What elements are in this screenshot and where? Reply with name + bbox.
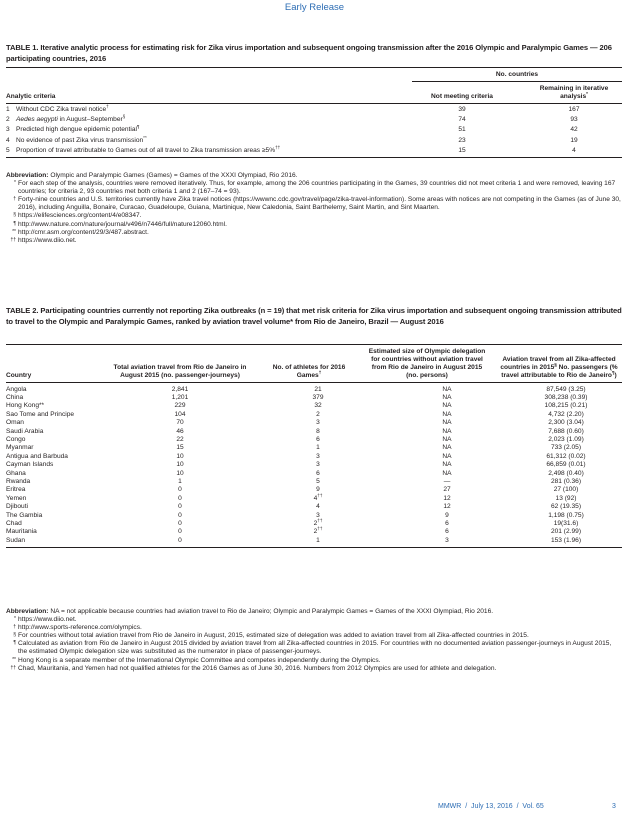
delegation-value: 6 bbox=[445, 528, 449, 536]
country-name: Sao Tome and Principe bbox=[6, 410, 75, 418]
total-travel-value: 2,841 bbox=[171, 385, 189, 393]
athletes-value: 3 bbox=[316, 452, 320, 460]
table2-col-delegation: Estimated size of Olympic delegation for countries without aviation travel from Rio de Janeiro in August 2015 (no. persons) bbox=[368, 348, 486, 380]
delegation-value: 12 bbox=[443, 503, 451, 511]
table1-notes: Abbreviation: Olympic and Paralympic Games (Games) = Games of the XXXI Olympiad, Rio 2016. * For each step of the analysis, countries were removed iteratively. Thus, for example, among the 206 countries participating in the Games, 39 countries did not meet criteria 1 and were removed, leaving 167 countries; for criteria 2, 93 countries met both criteria 1 and 2 (167–74 = 93). † Forty-nine countries and U.S. territories currently have Zika travel notices (https://wwwnc.cdc.gov/travel/page/zika-travel-information). Some areas with notices are not competing in the Games (as of June 30, 2016), including Anguilla, Bonaire, Curacao, Guadeloupe, Guiana, Martinique, New Caledonia, Saint Barthelemy, Saint Martin, and Sint Maarten. § https://elifesciences.org/content/4/e08347. ¶ http://www.nature.com/nature/journal/v496/n7446/full/nature12060.html. ** http://cmr.asm.org/content/29/3/487.abstract. †† https://www.diio.net. bbox=[6, 172, 621, 244]
country-name: Hong Kong** bbox=[6, 402, 45, 410]
country-name: Myanmar bbox=[6, 444, 34, 452]
zika-travel-value: 733 (2.05) bbox=[550, 444, 582, 452]
table2-row bbox=[6, 383, 622, 394]
footnote-text: Calculated as aviation from Rio de Janeiro in August 2015 divided by aviation travel from all Zika-affected countries in 2015. For countries with no documented aviation passenger-journeys in August 2015, the estimated Olympic delegation size was substituted as the numerator in place of passenger-journeys. bbox=[18, 640, 612, 656]
athletes-value: 3 bbox=[316, 419, 320, 427]
total-travel-value: 10 bbox=[176, 461, 184, 469]
criteria-number: 2 bbox=[6, 116, 10, 124]
delegation-value: NA bbox=[442, 402, 452, 410]
athletes-value: 2 bbox=[316, 410, 320, 418]
table2-row bbox=[6, 486, 622, 494]
total-travel-value: 104 bbox=[174, 410, 186, 418]
table1-title: TABLE 1. Iterative analytic process for estimating risk for Zika virus importation and subsequent ongoing transmission after the 2016 Olympic and Paralympic Games — 206 participating countries, 2016 bbox=[6, 43, 612, 63]
delegation-value: NA bbox=[442, 436, 452, 444]
not-meeting-value: 74 bbox=[458, 116, 466, 124]
footnote bbox=[6, 212, 622, 220]
not-meeting-value: 51 bbox=[458, 126, 466, 134]
country-name: China bbox=[6, 394, 24, 402]
delegation-value: NA bbox=[442, 452, 452, 460]
footnote-mark: * bbox=[14, 180, 16, 187]
footnote bbox=[6, 624, 622, 632]
zika-travel-value: 108,215 (0.21) bbox=[544, 402, 588, 410]
zika-travel-value: 2,023 (1.09) bbox=[548, 436, 584, 444]
criteria-text: Without CDC Zika travel notice† bbox=[16, 104, 109, 114]
footnote bbox=[6, 657, 622, 665]
country-name: Sudan bbox=[6, 536, 26, 544]
table2-row bbox=[6, 494, 622, 502]
criteria-number: 3 bbox=[6, 126, 10, 134]
delegation-value: — bbox=[443, 477, 451, 485]
zika-travel-value: 61,312 (0.02) bbox=[546, 452, 586, 460]
total-travel-value: 10 bbox=[176, 469, 184, 477]
zika-travel-value: 87,549 (3.25) bbox=[546, 385, 586, 393]
table2-col-total-travel: Total aviation travel from Rio de Janeiro in August 2015 (no. passenger-journeys) bbox=[113, 364, 247, 380]
athletes-value: 32 bbox=[314, 402, 322, 410]
remaining-value: 42 bbox=[570, 126, 578, 134]
not-meeting-value: 39 bbox=[458, 106, 466, 114]
footnote bbox=[6, 616, 622, 624]
table2-row bbox=[6, 520, 622, 528]
footnote bbox=[6, 196, 622, 212]
footnote-mark: †† bbox=[10, 236, 16, 243]
footnote-mark: § bbox=[13, 632, 16, 639]
delegation-value: NA bbox=[442, 385, 452, 393]
delegation-value: NA bbox=[442, 419, 452, 427]
footnote-text: For countries without total aviation travel from Rio de Janeiro in August, 2015, estimated size of delegation was added to aviation travel from all Zika-affected countries in 2015. bbox=[18, 632, 529, 640]
remaining-value: 4 bbox=[572, 146, 576, 154]
zika-travel-value: 66,859 (0.01) bbox=[546, 461, 586, 469]
table2-col-country: Country bbox=[6, 372, 32, 380]
zika-travel-value: 281 (0.36) bbox=[550, 477, 582, 485]
delegation-value: NA bbox=[442, 444, 452, 452]
table2-row bbox=[6, 528, 622, 536]
country-name: The Gambia bbox=[6, 511, 43, 519]
table1 bbox=[6, 67, 622, 158]
total-travel-value: 229 bbox=[174, 402, 186, 410]
table2-col-athletes: No. of athletes for 2016 Games† bbox=[272, 364, 346, 380]
criteria-text: No evidence of past Zika virus transmission** bbox=[16, 134, 147, 144]
zika-travel-value: 19(31.6) bbox=[553, 519, 579, 527]
zika-travel-value: 4,732 (2.20) bbox=[548, 410, 584, 418]
total-travel-value: 0 bbox=[178, 511, 182, 519]
athletes-value: 1 bbox=[316, 444, 320, 452]
table2-row bbox=[6, 453, 622, 461]
journal-citation: MMWR / July 13, 2016 / Vol. 65 bbox=[438, 803, 544, 810]
country-name: Cayman Islands bbox=[6, 461, 54, 469]
total-travel-value: 22 bbox=[176, 436, 184, 444]
zika-travel-value: 2,498 (0.40) bbox=[548, 469, 584, 477]
footnote-mark: †† bbox=[10, 664, 16, 671]
footnote-text: https://www.diio.net. bbox=[18, 236, 77, 244]
total-travel-value: 0 bbox=[178, 494, 182, 502]
athletes-value: 21 bbox=[314, 385, 322, 393]
footnote bbox=[6, 221, 622, 229]
footnote bbox=[6, 229, 622, 237]
criteria-number: 4 bbox=[6, 136, 10, 144]
delegation-value: NA bbox=[442, 461, 452, 469]
total-travel-value: 1 bbox=[178, 477, 182, 485]
country-name: Eritrea bbox=[6, 486, 26, 494]
table2-row bbox=[6, 436, 622, 444]
footnote-mark: ¶ bbox=[13, 220, 16, 227]
table1-row bbox=[6, 145, 622, 158]
table2-row bbox=[6, 503, 622, 511]
remaining-value: 167 bbox=[568, 106, 580, 114]
footnote-mark: * bbox=[14, 616, 16, 623]
zika-travel-value: 27 (100) bbox=[553, 486, 579, 494]
footnote-text: Hong Kong is a separate member of the International Olympic Committee and competes independently during the Olympics. bbox=[18, 656, 381, 664]
delegation-value: 6 bbox=[445, 519, 449, 527]
footnote-text: Chad, Mauritania, and Yemen had not qualified athletes for the 2016 Games as of June 30, 2016. Numbers from 2012 Olympics are used for athlete and delegation. bbox=[18, 664, 497, 672]
table2-row bbox=[6, 402, 622, 410]
zika-travel-value: 2,300 (3.04) bbox=[548, 419, 584, 427]
zika-travel-value: 201 (2.99) bbox=[550, 528, 582, 536]
country-name: Rwanda bbox=[6, 477, 31, 485]
table1-group-header: No. countries bbox=[412, 68, 622, 82]
delegation-value: NA bbox=[442, 410, 452, 418]
footnote bbox=[6, 237, 622, 245]
footnote-mark: ** bbox=[12, 656, 16, 663]
country-name: Oman bbox=[6, 419, 24, 427]
table1-row bbox=[6, 104, 622, 115]
criteria-number: 5 bbox=[6, 146, 10, 154]
table1-row bbox=[6, 135, 622, 145]
footnote-text: http://cmr.asm.org/content/29/3/487.abstract. bbox=[18, 228, 149, 236]
table2-row bbox=[6, 478, 622, 486]
zika-travel-value: 308,238 (0.39) bbox=[544, 394, 588, 402]
footnote-text: Forty-nine countries and U.S. territories currently have Zika travel notices (https://wwwnc.cdc.gov/travel/page/zika-travel-information). Some areas with notices are not competing in the Games (as of June 30, 2016), including Anguilla, Bonaire, Curacao, Guadeloupe, Guiana, Martinique, New Caledonia, Saint Barthelemy, Saint Martin, and Sint Maarten. bbox=[18, 196, 621, 212]
table1-col-not-meeting: Not meeting criteria bbox=[431, 93, 493, 101]
total-travel-value: 10 bbox=[176, 452, 184, 460]
athletes-value: 2†† bbox=[313, 517, 323, 527]
table2 bbox=[6, 344, 622, 548]
criteria-number: 1 bbox=[6, 106, 10, 114]
remaining-value: 93 bbox=[570, 116, 578, 124]
athletes-value: 9 bbox=[316, 486, 320, 494]
footnote-mark: § bbox=[13, 212, 16, 219]
footnote-text: https://www.diio.net. bbox=[18, 616, 77, 624]
table2-row bbox=[6, 536, 622, 547]
not-meeting-value: 23 bbox=[458, 136, 466, 144]
not-meeting-value: 15 bbox=[458, 146, 466, 154]
delegation-value: 27 bbox=[443, 486, 451, 494]
country-name: Chad bbox=[6, 519, 22, 527]
footnote bbox=[6, 640, 622, 656]
zika-travel-value: 153 (1.96) bbox=[550, 536, 582, 544]
footnote-text: http://www.nature.com/nature/journal/v496/n7446/full/nature12060.html. bbox=[18, 220, 227, 228]
table2-row bbox=[6, 461, 622, 469]
delegation-value: NA bbox=[442, 394, 452, 402]
table2-notes: Abbreviation: NA = not applicable because countries had aviation travel to Rio de Janeiro; Olympic and Paralympic Games = Games of the XXXI Olympiad, Rio 2016. * https://www.diio.net. † http://www.sports-reference.com/olympics. § For countries without total aviation travel from Rio de Janeiro in August, 2015, estimated size of delegation was added to aviation travel from all Zika-affected countries in 2015. ¶ Calculated as aviation from Rio de Janeiro in August 2015 divided by aviation travel from all Zika-affected countries in 2015. For countries with no documented aviation passenger-journeys in August 2015, the estimated Olympic delegation size was substituted as the numerator in place of passenger-journeys. ** Hong Kong is a separate member of the International Olympic Committee and competes independently during the Olympics. †† Chad, Mauritania, and Yemen had not qualified athletes for the 2016 Games as of June 30, 2016. Numbers from 2012 Olympics are used for athlete and delegation. bbox=[6, 608, 622, 673]
footnote bbox=[6, 632, 622, 640]
table1-col-criteria: Analytic criteria bbox=[6, 93, 56, 101]
footnote-mark: ** bbox=[12, 228, 16, 235]
footnote bbox=[6, 180, 622, 196]
athletes-value: 6 bbox=[316, 469, 320, 477]
athletes-value: 1 bbox=[316, 536, 320, 544]
total-travel-value: 0 bbox=[178, 519, 182, 527]
criteria-text: Proportion of travel attributable to Games out of all travel to Zika transmission areas ≥5%†† bbox=[16, 144, 281, 154]
table2-col-zika-travel: Aviation travel from all Zika-affected countries in 2015§ No. passengers (% travel attributable to Rio de Janeiro¶) bbox=[500, 356, 618, 380]
table2-row bbox=[6, 427, 622, 435]
zika-travel-value: 62 (19.35) bbox=[550, 503, 582, 511]
footnote-text: http://www.sports-reference.com/olympics. bbox=[18, 624, 142, 632]
athletes-value: 8 bbox=[316, 427, 320, 435]
country-name: Angola bbox=[6, 385, 27, 393]
total-travel-value: 0 bbox=[178, 536, 182, 544]
country-name: Djibouti bbox=[6, 503, 28, 511]
footnote-mark: ¶ bbox=[13, 640, 16, 647]
zika-travel-value: 13 (92) bbox=[555, 494, 577, 502]
athletes-value: 379 bbox=[312, 394, 324, 402]
country-name: Congo bbox=[6, 436, 26, 444]
table2-row bbox=[6, 419, 622, 427]
footnote-text: For each step of the analysis, countries were removed iteratively. Thus, for example, among the 206 countries participating in the Games, 39 countries did not meet criteria 1 and were removed, leaving 167 countries; for criteria 2, 93 countries met both criteria 1 and 2 (167–74 = 93). bbox=[18, 180, 616, 196]
total-travel-value: 0 bbox=[178, 503, 182, 511]
table2-row bbox=[6, 444, 622, 452]
footnote-mark: † bbox=[13, 624, 16, 631]
athletes-value: 4†† bbox=[313, 492, 323, 502]
zika-travel-value: 7,688 (0.60) bbox=[548, 427, 584, 435]
country-name: Antigua and Barbuda bbox=[6, 452, 68, 460]
total-travel-value: 0 bbox=[178, 528, 182, 536]
table2-title: TABLE 2. Participating countries currently not reporting Zika outbreaks (n = 19) that met risk criteria for Zika virus importation and subsequent ongoing transmission attributed to travel to the Olympic and Paralympic Games, ranked by aviation travel volume* from Rio de Janeiro, Brazil — August 2016 bbox=[6, 306, 622, 326]
table2-row bbox=[6, 511, 622, 519]
total-travel-value: 0 bbox=[178, 486, 182, 494]
page-number: 3 bbox=[612, 803, 616, 810]
country-name: Mauritania bbox=[6, 528, 37, 536]
delegation-value: NA bbox=[442, 427, 452, 435]
athletes-value: 2†† bbox=[313, 526, 323, 536]
table2-row bbox=[6, 394, 622, 402]
zika-travel-value: 1,198 (0.75) bbox=[548, 511, 584, 519]
total-travel-value: 70 bbox=[176, 419, 184, 427]
total-travel-value: 1,201 bbox=[171, 394, 189, 402]
athletes-value: 6 bbox=[316, 436, 320, 444]
table1-row bbox=[6, 124, 622, 134]
table2-row bbox=[6, 469, 622, 477]
athletes-value: 3 bbox=[316, 511, 320, 519]
athletes-value: 5 bbox=[316, 477, 320, 485]
delegation-value: NA bbox=[442, 469, 452, 477]
delegation-value: 12 bbox=[443, 494, 451, 502]
footnote bbox=[6, 665, 622, 673]
country-name: Saudi Arabia bbox=[6, 427, 44, 435]
table1-col-remaining: Remaining in iterative analysis* bbox=[539, 85, 609, 101]
table2-row bbox=[6, 411, 622, 419]
criteria-text: Predicted high dengue epidemic potential¶ bbox=[16, 124, 140, 134]
athletes-value: 3 bbox=[316, 461, 320, 469]
table1-row bbox=[6, 114, 622, 124]
early-release-header: Early Release bbox=[284, 2, 345, 13]
country-name: Ghana bbox=[6, 469, 26, 477]
remaining-value: 19 bbox=[570, 136, 578, 144]
delegation-value: 9 bbox=[445, 511, 449, 519]
athletes-value: 4 bbox=[316, 503, 320, 511]
total-travel-value: 15 bbox=[176, 444, 184, 452]
footnote-mark: † bbox=[13, 196, 16, 203]
delegation-value: 3 bbox=[445, 536, 449, 544]
country-name: Yemen bbox=[6, 494, 27, 502]
footnote-text: https://elifesciences.org/content/4/e08347. bbox=[18, 212, 142, 220]
total-travel-value: 46 bbox=[176, 427, 184, 435]
criteria-text: Aedes aegypti in August–September§ bbox=[16, 114, 126, 124]
